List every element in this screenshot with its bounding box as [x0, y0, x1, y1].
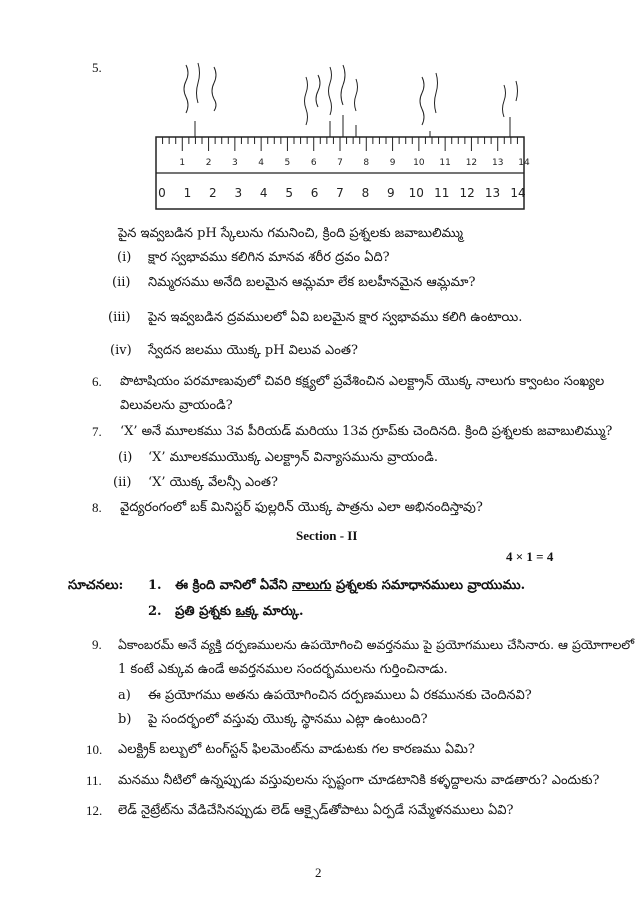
question-9-a-text: ఈ ప్రయోగము అతను ఉపయోగించిన దర్పణములు ఏ రకమునకు చెందినవి?	[148, 688, 532, 703]
scale-bottom-number: 1	[183, 186, 192, 200]
scale-bottom-number: 12	[459, 186, 475, 200]
question-12-text: లెడ్ నైట్రేట్‌ను వేడిచేసినప్పుడు లెడ్ ఆక్సైడ్‌తోపాటు ఏర్పడే సమ్మేళనములు ఏవి?	[118, 803, 514, 818]
question-11-text: మనము నీటిలో ఉన్నప్పుడు వస్తువులను స్పష్టంగా చూడటానికి కళ్ళద్దాలను వాడతారు? ఎందుకు?	[118, 773, 600, 788]
question-5-iii-label: (iii)	[108, 310, 131, 325]
page-number: 2	[315, 865, 322, 880]
scale-bottom-number: 10	[408, 186, 424, 200]
instruction-1	[148, 578, 525, 594]
section-title: Section - II	[296, 528, 358, 543]
handwritten-label-3	[212, 67, 216, 111]
question-10-text: ఎలక్ట్రిక్ బల్బులో టంగ్‌స్టన్ ఫిలమెంట్‌ను వాడుటకు గల కారణము ఏమి?	[118, 742, 475, 757]
question-7-ii-text: ‘X’ యొక్క వేలన్సీ ఎంత?	[148, 475, 278, 490]
question-8-text: వైద్యరంగంలో బక్ మినిస్టర్ ఫుల్లరిన్ యొక్క పాత్రను ఎలా అభినందిస్తావు?	[120, 500, 483, 515]
scale-bottom-number: 3	[234, 186, 243, 200]
scale-top-number: 13	[491, 158, 504, 168]
handwritten-label-7	[341, 65, 345, 105]
instruction-1-number: 1.	[148, 578, 162, 593]
question-5-i-label: (i)	[117, 250, 132, 265]
handwritten-label-2	[197, 63, 200, 103]
question-5-iii-text: పైన ఇవ్వబడిన ద్రవములలో ఏవి బలమైన క్షార స్వభావము కలిగి ఉంటాయి.	[148, 310, 523, 325]
handwritten-label-9	[420, 77, 424, 125]
instructions-label: సూచనలు:	[68, 578, 124, 593]
scale-top-number: 10	[413, 158, 425, 168]
handwritten-label-1	[184, 65, 188, 113]
ph-scale-figure	[150, 55, 530, 215]
scale-top-number: 4	[258, 158, 265, 168]
question-7-ii-label: (ii)	[113, 475, 132, 490]
question-10-number: 10.	[86, 742, 103, 757]
instruction-1-post: ప్రశ్నలకు సమాధానములు వ్రాయుము.	[335, 578, 526, 593]
scale-bottom-number: 5	[285, 186, 293, 200]
scale-top-number: 3	[231, 158, 238, 168]
scale-bottom-number: 8	[361, 186, 370, 200]
scale-top-number: 6	[310, 158, 317, 168]
handwritten-label-11	[503, 85, 506, 117]
instruction-2-number: 2.	[148, 604, 162, 619]
question-6-line1: పొటాషియం పరమాణువులో చివరి కక్ష్యలో ప్రవేశించిన ఎలక్ట్రాన్ యొక్క నాలుగు క్వాంటం సంఖ్యల	[120, 374, 605, 389]
scale-top-number: 5	[284, 158, 291, 168]
scale-top-number: 1	[179, 158, 186, 168]
ph-scale-drawing	[150, 55, 530, 215]
instruction-2-pre: ప్రతి ప్రశ్నకు	[175, 604, 232, 619]
scale-top-number: 9	[389, 158, 396, 168]
question-5-intro: పైన ఇవ్వబడిన pH స్కేలును గమనించి, క్రింది ప్రశ్నలకు జవాబులిమ్ము	[118, 226, 463, 241]
handwritten-label-12	[516, 81, 518, 101]
question-9-a-label: a)	[118, 688, 131, 703]
scale-top-number: 11	[439, 158, 451, 168]
handwritten-label-4	[305, 77, 308, 125]
instruction-2-post: మార్కు.	[262, 604, 304, 619]
instruction-2-underlined: ఒక్క	[235, 604, 259, 619]
scale-bottom-number: 2	[209, 186, 217, 200]
question-9-line1: ఏకాంబరమ్ అనే వ్యక్తి దర్పణములను ఉపయోగించి అవర్తనము పై ప్రయోగములు చేసినారు. ఆ ప్రయోగాలలో	[118, 637, 635, 652]
scale-top-number: 2	[205, 158, 212, 168]
question-5-iv-text: స్వేదన జలము యొక్క pH విలువ ఎంత?	[148, 343, 358, 358]
question-8-number: 8.	[92, 500, 102, 515]
instruction-1-pre: ఈ క్రింది వానిలో ఏవేని	[175, 578, 288, 593]
scale-bottom-number: 7	[336, 186, 344, 200]
scale-top-number: 14	[518, 158, 530, 168]
instruction-1-underlined: నాలుగు	[292, 578, 332, 593]
question-5-number: 5.	[92, 60, 102, 75]
handwritten-label-10	[435, 73, 438, 113]
question-7-text: ‘X’ అనే మూలకము 3వ పీరియడ్ మరియు 13వ గ్రూప్‌కు చెందినది. క్రింది ప్రశ్నలకు జవాబులిమ్ము?	[120, 424, 613, 439]
handwritten-label-6	[329, 67, 332, 115]
scale-bottom-number: 13	[484, 186, 501, 200]
question-7-number: 7.	[92, 424, 102, 439]
scale-bottom-number: 0	[158, 186, 166, 200]
question-5-i-text: క్షార స్వభావము కలిగిన మానవ శరీర ద్రవం ఏది?	[148, 250, 390, 265]
question-9-b-label: b)	[118, 712, 132, 727]
question-11-number: 11.	[86, 773, 102, 788]
scale-bottom-number: 11	[434, 186, 450, 200]
question-5-ii-text: నిమ్మరసము అనేది బలమైన ఆమ్లమా లేక బలహీనమైన ఆమ్లమా?	[148, 275, 476, 290]
question-7-i-label: (i)	[118, 450, 133, 465]
handwritten-label-8	[355, 79, 358, 111]
scale-top-number: 8	[363, 158, 370, 168]
question-9-number: 9.	[92, 637, 102, 652]
question-9-line2: 1 కంటే ఎక్కువ ఉండే అవర్తనముల సందర్భములను గుర్తించినాడు.	[118, 662, 448, 677]
question-5-iv-label: (iv)	[110, 343, 132, 358]
scale-bottom-number: 9	[387, 186, 395, 200]
handwritten-labels	[184, 63, 518, 125]
question-6-number: 6.	[92, 374, 102, 389]
scale-top-number: 7	[337, 158, 343, 168]
question-7-i-text: ‘X’ మూలకముయొక్క ఎలక్ట్రాన్ విన్యాసమును వ్రాయండి.	[148, 450, 438, 465]
question-9-b-text: పై సందర్భంలో వస్తువు యొక్క స్థానము ఎట్లా ఉంటుంది?	[148, 712, 428, 727]
instruction-2	[148, 604, 304, 620]
handwritten-label-5	[316, 75, 320, 107]
section-marks: 4 × 1 = 4	[506, 549, 554, 564]
question-6-line2: విలువలను వ్రాయండి?	[120, 398, 233, 413]
question-5-ii-label: (ii)	[112, 275, 131, 290]
question-12-number: 12.	[86, 803, 103, 818]
scale-bottom-number: 14	[510, 186, 526, 200]
scale-bottom-number: 4	[259, 186, 268, 200]
scale-top-number: 12	[465, 158, 478, 168]
scale-bottom-number: 6	[310, 186, 319, 200]
